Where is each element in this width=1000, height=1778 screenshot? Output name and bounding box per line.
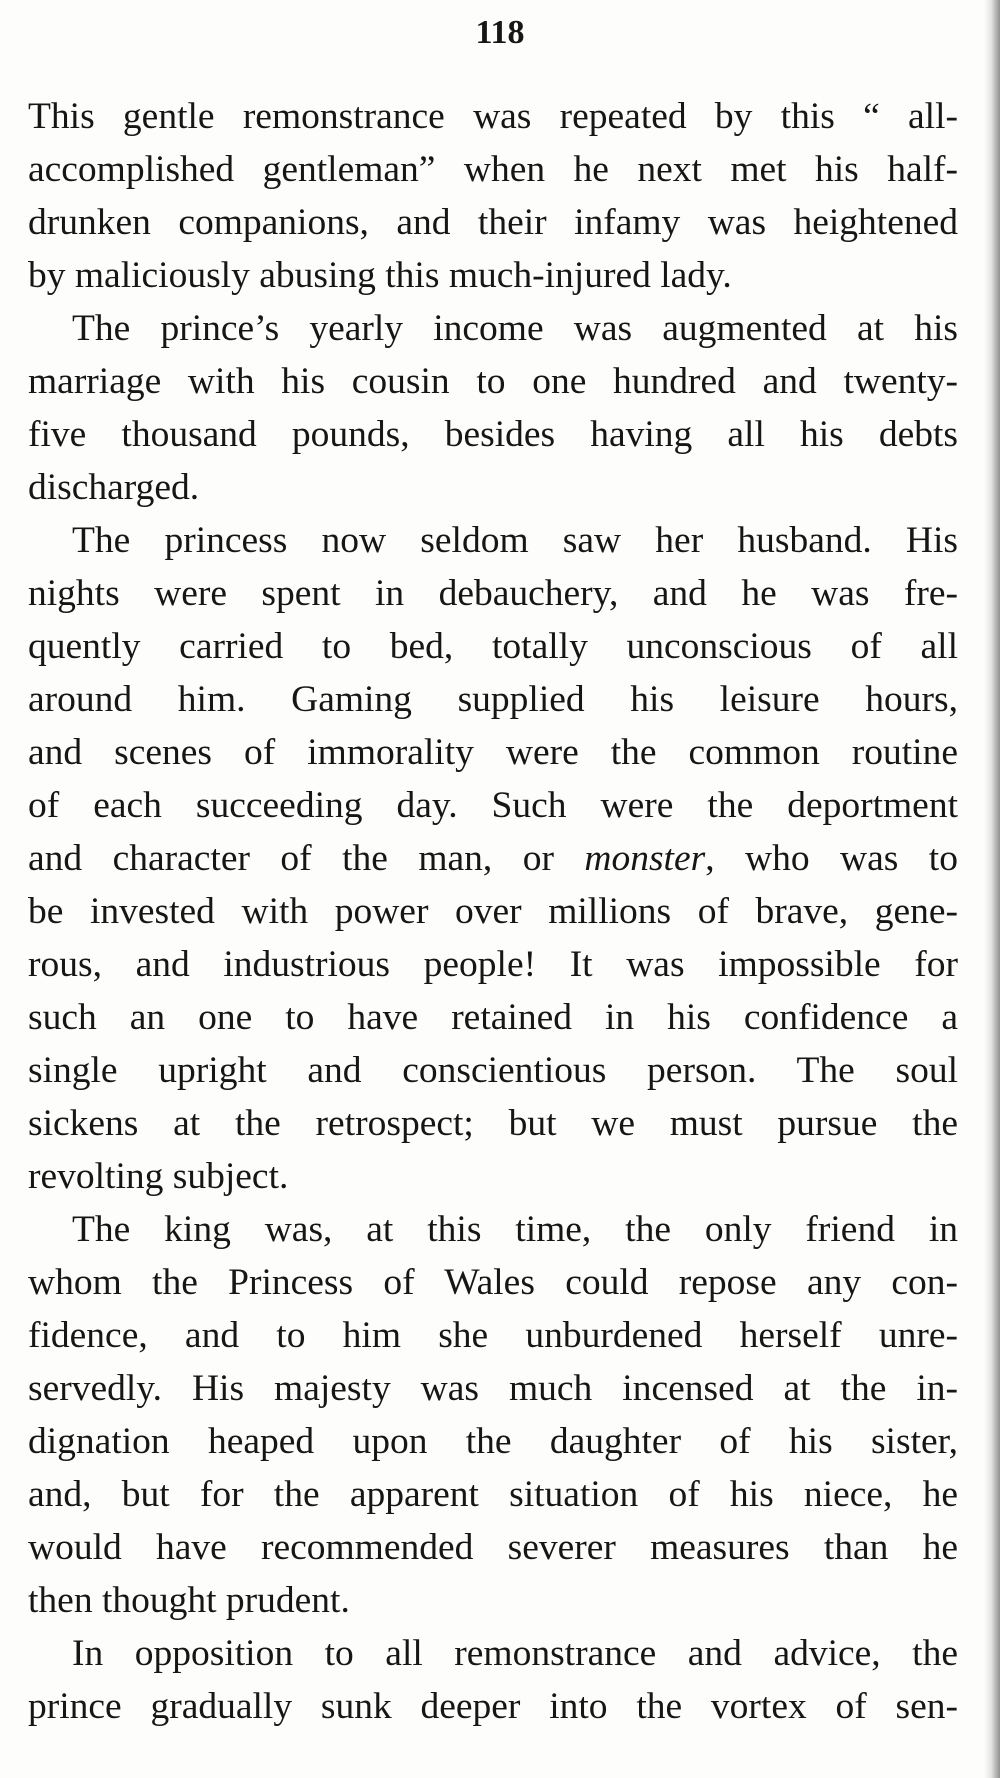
paragraph [28,302,958,514]
paragraph [28,1627,958,1733]
paragraph [28,514,958,1203]
text-line: and scenes of immorality were the common routine [28,732,958,773]
body-text [28,90,958,1733]
text-line: by maliciously abusing this much-injured lady. [28,255,732,296]
text-line: and character of the man, or monster, who was to [28,838,958,879]
text-line: single upright and conscientious person. The soul [28,1050,958,1091]
emphasized-word: monster [584,838,706,879]
text-line: servedly. His majesty was much incensed at the in- [28,1368,958,1409]
text-line: be invested with power over millions of brave, gene- [28,891,958,932]
text-line: marriage with his cousin to one hundred and twenty- [28,361,958,402]
paragraph [28,1203,958,1627]
text-line: fidence, and to him she unburdened herself unre- [28,1315,958,1356]
text-line: prince gradually sunk deeper into the vortex of sen- [28,1686,958,1727]
text-line: dignation heaped upon the daughter of his sister, [28,1421,958,1462]
text-line: quently carried to bed, totally unconscious of all [28,626,958,667]
text-line: then thought prudent. [28,1580,350,1621]
text-line: accomplished gentleman” when he next met his half- [28,149,958,190]
text-line: discharged. [28,467,200,508]
text-line: sickens at the retrospect; but we must pursue the [28,1103,958,1144]
text-line: revolting subject. [28,1156,289,1197]
text-line: rous, and industrious people! It was impossible for [28,944,958,985]
text-line: This gentle remonstrance was repeated by this “ all- [28,96,958,137]
text-line: The king was, at this time, the only friend in [72,1209,958,1250]
text-line: would have recommended severer measures than he [28,1527,958,1568]
text-line: whom the Princess of Wales could repose any con- [28,1262,958,1303]
text-line: In opposition to all remonstrance and advice, the [72,1633,958,1674]
text-line: nights were spent in debauchery, and he was fre- [28,573,958,614]
page-number: 118 [475,14,525,51]
paragraph [28,90,958,302]
text-line: of each succeeding day. Such were the deportment [28,785,958,826]
text-line: The princess now seldom saw her husband. His [72,520,958,561]
text-line: such an one to have retained in his confidence a [28,997,958,1038]
text-line: and, but for the apparent situation of his niece, he [28,1474,958,1515]
page-binding-edge [984,0,1000,1778]
text-line: five thousand pounds, besides having all his debts [28,414,958,455]
text-line: drunken companions, and their infamy was heightened [28,202,958,243]
text-line: The prince’s yearly income was augmented at his [72,308,958,349]
text-line: around him. Gaming supplied his leisure hours, [28,679,958,720]
